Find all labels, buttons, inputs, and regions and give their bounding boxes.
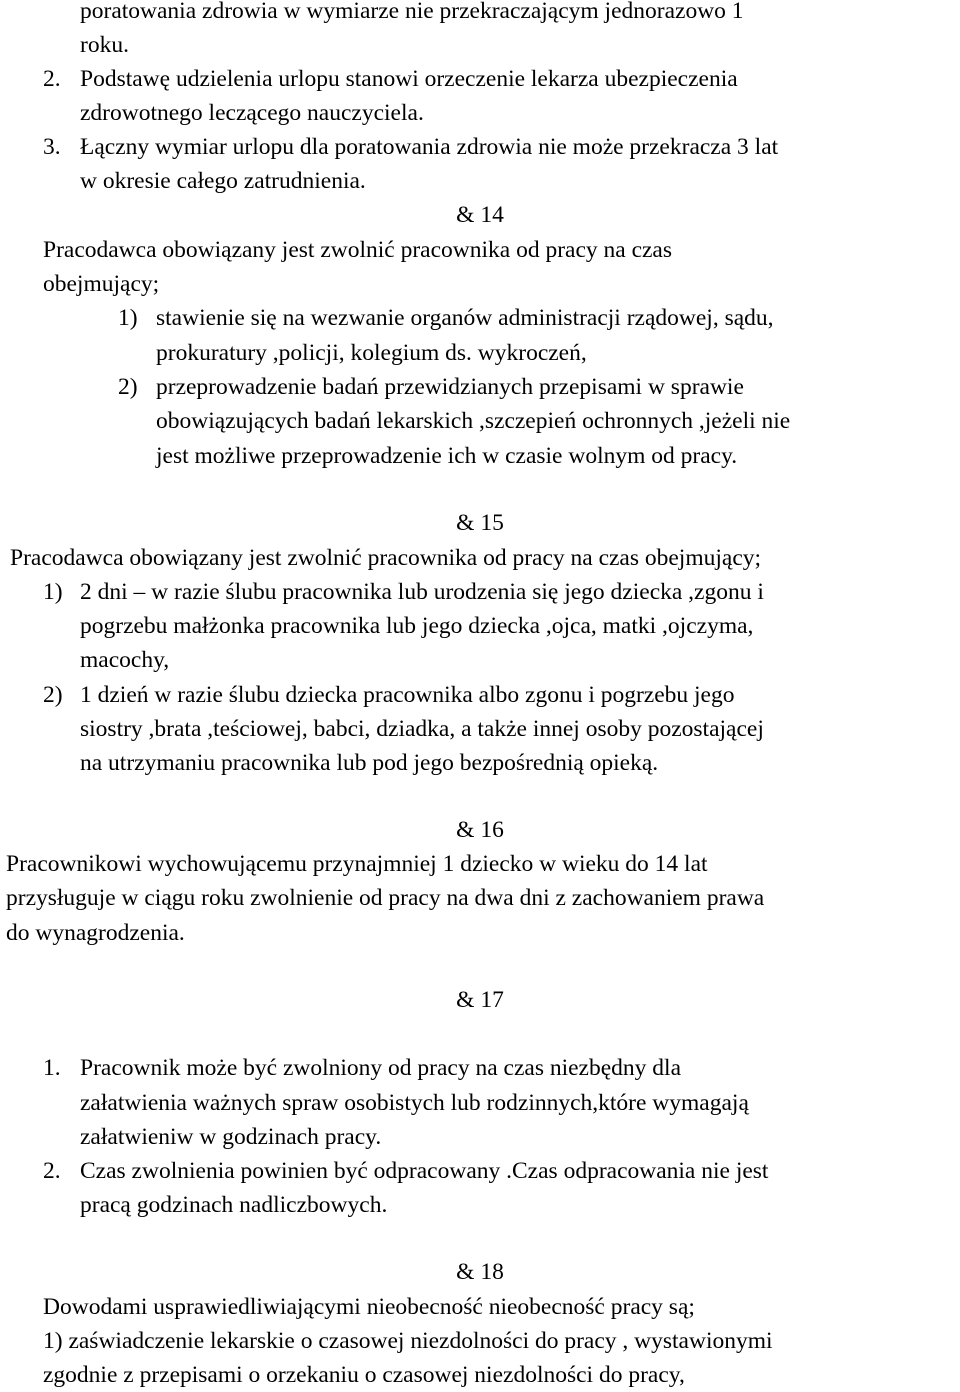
list-item-number: 3. — [43, 134, 61, 160]
section-intro-line: Pracodawca obowiązany jest zwolnić pracownika od pracy na czas obejmujący; — [10, 545, 762, 571]
list-item-line: stawienie się na wezwanie organów administracji rządowej, sądu, — [156, 305, 774, 331]
section-heading: & 16 — [456, 817, 504, 843]
list-item-number: 2. — [43, 66, 61, 92]
list-item-number: 1. — [43, 1055, 61, 1081]
paragraph-line: do wynagrodzenia. — [6, 920, 185, 946]
list-item-number: 2. — [43, 1158, 61, 1184]
list-item-line: Łączny wymiar urlopu dla poratowania zdrowia nie może przekracza 3 lat — [80, 134, 779, 160]
list-item-number: 2) — [43, 682, 63, 708]
section-heading: & 18 — [456, 1259, 504, 1285]
paragraph-line: Dowodami usprawiedliwiającymi nieobecność nieobecność pracy są; — [43, 1294, 695, 1320]
list-item-line: macochy, — [80, 647, 170, 673]
list-item-line: Pracownik może być zwolniony od pracy na czas niezbędny dla — [80, 1055, 681, 1081]
section-heading: & 17 — [456, 987, 504, 1013]
list-item-line: roku. — [80, 32, 129, 58]
list-item-line: pogrzebu małżonka pracownika lub jego dziecka ,ojca, matki ,ojczyma, — [80, 613, 754, 639]
list-item-number: 1) — [43, 579, 63, 605]
paragraph-line: przysługuje w ciągu roku zwolnienie od pracy na dwa dni z zachowaniem prawa — [6, 885, 765, 911]
list-item-line: jest możliwe przeprowadzenie ich w czasie wolnym od pracy. — [156, 443, 738, 469]
list-item-line: załatwienia ważnych spraw osobistych lub rodzinnych,które wymagają — [80, 1090, 749, 1116]
list-item-line: 2 dni – w razie ślubu pracownika lub urodzenia się jego dziecka ,zgonu i — [80, 579, 764, 605]
list-item-number: 1) — [118, 305, 138, 331]
list-item-line: prokuratury ,policji, kolegium ds. wykroczeń, — [156, 340, 587, 366]
section-heading: & 15 — [456, 510, 504, 536]
list-item-line: na utrzymaniu pracownika lub pod jego bezpośrednią opieką. — [80, 750, 659, 776]
section-intro-line: obejmujący; — [43, 271, 160, 297]
list-item-line: pracą godzinach nadliczbowych. — [80, 1192, 388, 1218]
list-item-line: poratowania zdrowia w wymiarze nie przekraczającym jednorazowo 1 — [80, 0, 744, 24]
list-item-number: 2) — [118, 374, 138, 400]
section-intro-line: Pracodawca obowiązany jest zwolnić pracownika od pracy na czas — [43, 237, 673, 263]
list-item-line: zdrowotnego leczącego nauczyciela. — [80, 100, 424, 126]
list-item-line: załatwieniw w godzinach pracy. — [80, 1124, 382, 1150]
list-item-line: obowiązujących badań lekarskich ,szczepień ochronnych ,jeżeli nie — [156, 408, 791, 434]
list-item-line: 1 dzień w razie ślubu dziecka pracownika albo zgonu i pogrzebu jego — [80, 682, 735, 708]
list-item-line: Czas zwolnienia powinien być odpracowany .Czas odpracowania nie jest — [80, 1158, 769, 1184]
paragraph-line: zgodnie z przepisami o orzekaniu o czasowej niezdolności do pracy, — [43, 1362, 685, 1388]
paragraph-line: 1) zaświadczenie lekarskie o czasowej niezdolności do pracy , wystawionymi — [43, 1328, 773, 1354]
list-item-line: Podstawę udzielenia urlopu stanowi orzeczenie lekarza ubezpieczenia — [80, 66, 738, 92]
list-item-line: siostry ,brata ,teściowej, babci, dziadka, a także innej osoby pozostającej — [80, 716, 764, 742]
section-heading: & 14 — [456, 202, 504, 228]
list-item-line: w okresie całego zatrudnienia. — [80, 168, 366, 194]
list-item-line: przeprowadzenie badań przewidzianych przepisami w sprawie — [156, 374, 744, 400]
paragraph-line: Pracownikowi wychowującemu przynajmniej 1 dziecko w wieku do 14 lat — [6, 851, 708, 877]
